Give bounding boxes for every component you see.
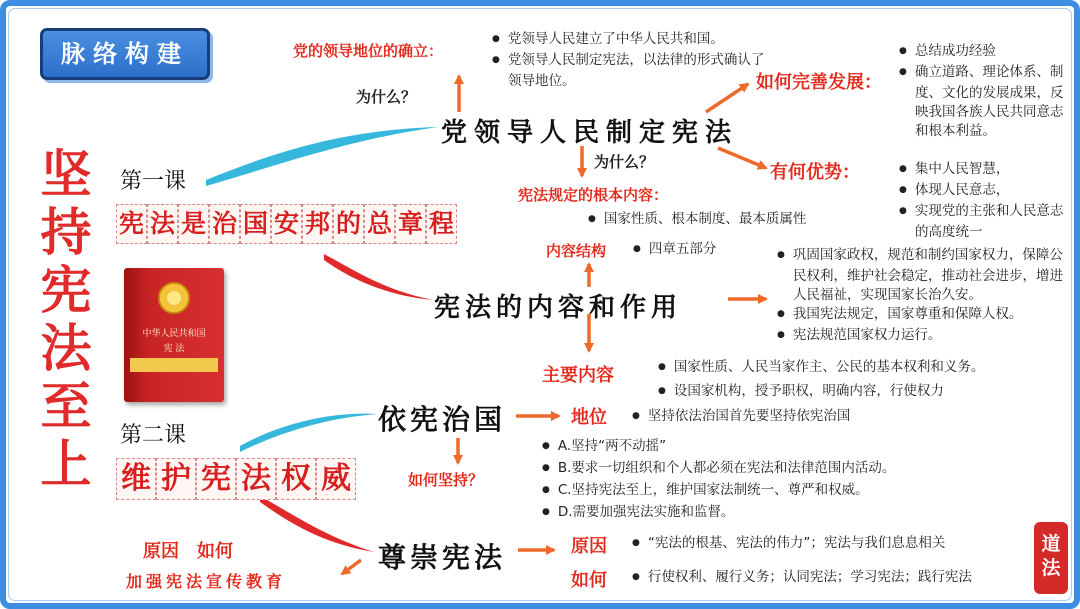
how-point: ● C.坚持宪法至上，维护国家法制统一、尊严和权威。 (542, 480, 962, 502)
structure-point: ● 四章五部分 (633, 240, 716, 261)
leader-status-points (492, 30, 772, 91)
arrow-to-left (342, 560, 361, 574)
why-question-upper: 为什么？ (356, 88, 417, 106)
how-point: ● B.要求一切组织和个人都必须在宪法和法律范围内活动。 (542, 458, 962, 480)
improve-point: ● 总结成功经验 (899, 42, 1071, 63)
node-party-leads-constitution: 党领导人民制定宪法 (441, 118, 739, 148)
lesson1-title-char: 治 (209, 204, 240, 244)
advantage-points (899, 160, 1071, 242)
sweep-lesson2-branch4 (260, 496, 374, 552)
lesson1-title-char: 安 (271, 204, 302, 244)
lesson1-title-char: 邦 (302, 204, 333, 244)
advantage-point: ● 实现党的主张和人民意志的高度统一 (899, 202, 1071, 242)
improve-label: 如何完善发展： (756, 72, 882, 93)
lesson2-title-char: 宪 (196, 458, 236, 500)
national-emblem-icon (158, 282, 190, 314)
main-content-label: 主要内容 (542, 365, 614, 386)
fundamental-content-point: ● 国家性质、根本制度、最本质属性 (588, 210, 806, 231)
main-content-point: ● 国家性质、人民当家作主、公民的基本权利和义务。 (658, 356, 1068, 380)
how-to-adhere-label: 如何坚持？ (408, 471, 484, 489)
effect-point: ● 我国宪法规定，国家尊重和保障人权。 (777, 305, 1073, 326)
lesson1-title-char: 程 (426, 204, 457, 244)
seal-stamp: 道 法 (1034, 522, 1068, 594)
how-point: ● D.需要加强宪法实施和监督。 (542, 502, 962, 524)
how-point: ● A.坚持“两不动摇” (542, 436, 962, 458)
structure-label: 内容结构 (546, 242, 607, 260)
lesson2-title (116, 458, 356, 500)
advantage-point: ● 集中人民智慧， (899, 160, 1071, 181)
improve-point: ● 确立道路、理论体系、制度、文化的发展成果，反映我国各族人民共同意志和根本利益。 (899, 63, 1071, 141)
lesson2-title-char: 维 (116, 458, 156, 500)
book-title-line1: 中华人民共和国 (142, 329, 206, 339)
arrow-to-advantage (718, 148, 766, 168)
main-content-point: ● 设国家机构，授予职权，明确内容，行使权力 (658, 380, 1068, 404)
effect-point: ● 宪法规范国家权力运行。 (777, 326, 1073, 347)
lesson1-label: 第一课 (120, 169, 187, 194)
reason-point: ● “宪法的根基、宪法的伟力”；宪法与我们息息相关 (632, 534, 945, 555)
lesson1-title-char: 是 (178, 204, 209, 244)
book-band (130, 358, 218, 372)
node-constitution-content-effect: 宪法的内容和作用 (434, 293, 683, 323)
why-question-lower: 为什么？ (594, 153, 655, 171)
leader-point: ● 党领导人民制定宪法，以法律的形式确认了领导地位。 (492, 51, 772, 91)
leader-point: ● 党领导人民建立了中华人民共和国。 (492, 30, 772, 51)
reason-how-title: 原因 如何 (143, 541, 233, 562)
lesson1-title (116, 204, 457, 244)
publicity-education-label: 加强宪法宣传教育 (126, 572, 287, 591)
lesson2-title-char: 权 (276, 458, 316, 500)
lesson2-label: 第二课 (120, 423, 187, 448)
lesson1-title-char: 章 (395, 204, 426, 244)
lesson1-title-char: 总 (364, 204, 395, 244)
advantage-point: ● 体现人民意志， (899, 181, 1071, 202)
improve-points (899, 42, 1071, 141)
how-point-revere: ● 行使权利、履行义务；认同宪法；学习宪法；践行宪法 (632, 568, 972, 589)
sweep-lesson2-branch3 (240, 414, 378, 452)
constitution-book-image (124, 268, 224, 402)
lesson1-title-char: 法 (147, 204, 178, 244)
sweep-lesson1-branch2 (324, 254, 434, 300)
leader-status-label: 党的领导地位的确立： (293, 42, 444, 60)
advantage-label: 有何优势： (770, 162, 860, 183)
lesson2-title-char: 法 (236, 458, 276, 500)
sweep-lesson1-branch1 (206, 127, 438, 186)
fundamental-content-label: 宪法规定的根本内容： (518, 186, 669, 204)
vertical-title: 坚持宪法至上 (40, 145, 92, 495)
book-title-line2: 宪 法 (163, 344, 185, 354)
section-badge: 脉络构建 (40, 28, 210, 80)
effect-points (777, 246, 1073, 347)
status-point: ● 坚持依法治国首先要坚持依宪治国 (632, 407, 850, 428)
how-label: 如何 (571, 570, 607, 591)
how-to-adhere-points (542, 436, 962, 524)
reason-label: 原因 (571, 536, 607, 557)
main-content-points (658, 356, 1068, 404)
lesson1-title-char: 宪 (116, 204, 147, 244)
lesson1-title-char: 国 (240, 204, 271, 244)
lesson2-title-char: 威 (316, 458, 356, 500)
lesson2-title-char: 护 (156, 458, 196, 500)
node-govern-by-constitution: 依宪治国 (378, 403, 507, 436)
lesson1-title-char: 的 (333, 204, 364, 244)
node-revere-constitution: 尊崇宪法 (378, 541, 507, 574)
status-label: 地位 (571, 407, 607, 428)
effect-point: ● 巩固国家政权，规范和制约国家权力，保障公民权利，维护社会稳定，推动社会进步，增进人民福祉，实现国家长治久安。 (777, 246, 1073, 305)
